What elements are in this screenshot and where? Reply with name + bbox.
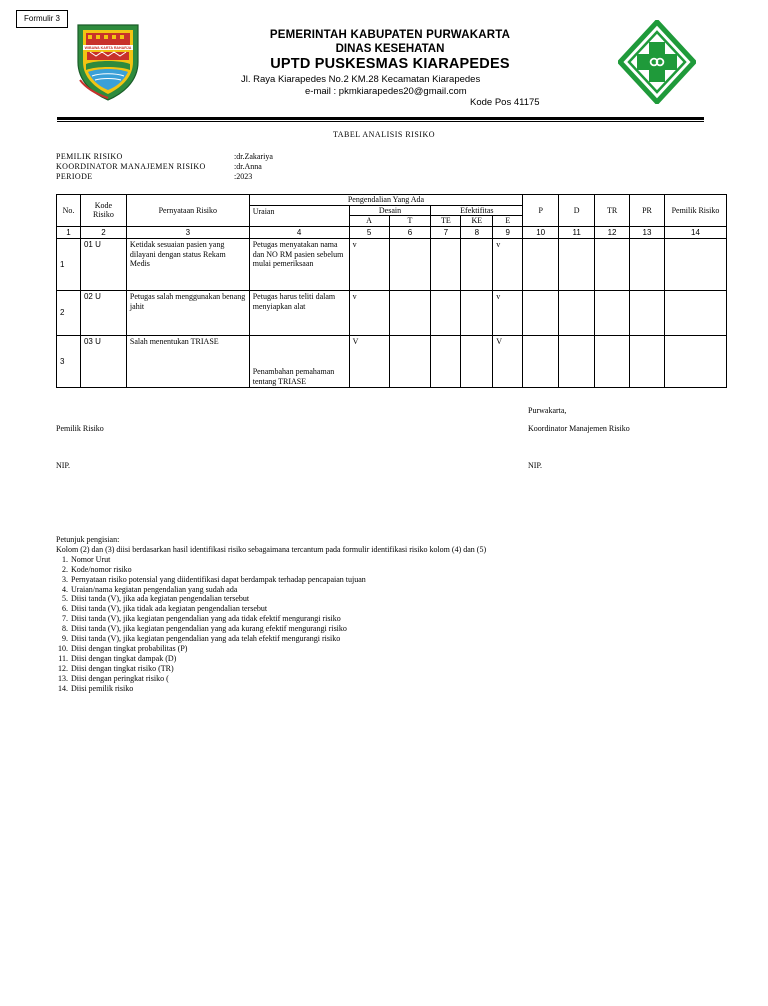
column-number: 3: [126, 226, 249, 239]
letterhead: [230, 28, 550, 73]
letterhead-email: e-mail : pkmkiarapedes20@gmail.com: [305, 86, 467, 97]
purwakarta-emblem-icon: [74, 22, 142, 102]
signature-right-nip: NIP.: [528, 461, 543, 470]
puskesmas-cross-icon: [618, 20, 696, 104]
column-number: 4: [249, 226, 349, 239]
header-divider-thin: [57, 121, 704, 122]
row-pernyataan: Salah menentukan TRIASE: [126, 336, 249, 388]
list-item: 9. Diisi tanda (V), jika kegiatan pengendalian yang ada telah efektif mengurangi risiko: [70, 634, 486, 644]
meta-label: PEMILIK RISIKO: [56, 152, 123, 161]
row-uraian: Petugas harus teliti dalam menyiapkan alat: [249, 291, 349, 336]
row-pemilik: [664, 291, 726, 336]
header-t: T: [389, 216, 431, 227]
row-tr: [595, 291, 630, 336]
formulir-label: Formulir 3: [23, 14, 60, 23]
row-ke: [461, 291, 493, 336]
signature-left-nip: NIP.: [56, 461, 71, 470]
row-a: v: [349, 239, 389, 291]
column-number-row: [57, 226, 727, 239]
header-d: D: [559, 195, 595, 227]
table-header-row: [57, 195, 727, 206]
letterhead-government: PEMERINTAH KABUPATEN PURWAKARTA: [269, 29, 511, 41]
meta-value: :dr.Zakariya: [234, 152, 273, 161]
instructions: [56, 535, 486, 694]
letterhead-postal-code: Kode Pos 41175: [470, 97, 540, 108]
row-pernyataan: Ketidak sesuaian pasien yang dilayani dengan status Rekam Medis: [126, 239, 249, 291]
column-number: 13: [630, 226, 665, 239]
meta-row-owner: [56, 152, 273, 162]
row-kode: 02 U: [80, 291, 126, 336]
column-number: 8: [461, 226, 493, 239]
meta-row-period: [56, 172, 273, 182]
row-p: [523, 291, 559, 336]
column-number: 10: [523, 226, 559, 239]
logo-banner-text: WIBAWA KARTA RAHARJA: [84, 46, 132, 50]
header-e: E: [493, 216, 523, 227]
list-item: 2. Kode/nomor risiko: [70, 565, 486, 575]
header-uraian: Uraian: [249, 205, 349, 226]
list-item: 13. Diisi dengan peringkat risiko (: [70, 674, 486, 684]
risk-analysis-table: [56, 194, 727, 388]
list-item: 10. Diisi dengan tingkat probabilitas (P): [70, 644, 486, 654]
row-pernyataan: Petugas salah menggunakan benang jahit: [126, 291, 249, 336]
letterhead-institution: UPTD PUSKESMAS KIARAPEDES: [270, 56, 510, 72]
row-te: [431, 336, 461, 388]
list-item: 4. Uraian/nama kegiatan pengendalian yang sudah ada: [70, 585, 486, 595]
row-e: V: [493, 336, 523, 388]
column-number: 11: [559, 226, 595, 239]
column-number: 2: [80, 226, 126, 239]
row-ke: [461, 239, 493, 291]
row-pemilik: [664, 239, 726, 291]
list-item: 14. Diisi pemilik risiko: [70, 684, 486, 694]
row-uraian: Petugas menyatakan nama dan NO RM pasien sebelum mulai pemeriksaan: [249, 239, 349, 291]
row-t: [389, 239, 431, 291]
row-pr: [630, 291, 665, 336]
meta-label: PERIODE: [56, 172, 93, 181]
header-divider-thick: [57, 117, 704, 120]
column-number: 5: [349, 226, 389, 239]
row-uraian: Penambahan pemahaman tentang TRIASE: [249, 336, 349, 388]
row-tr: [595, 336, 630, 388]
row-pr: [630, 336, 665, 388]
column-number: 9: [493, 226, 523, 239]
row-e: v: [493, 291, 523, 336]
row-no: 1: [57, 239, 81, 291]
row-t: [389, 291, 431, 336]
column-number: 7: [431, 226, 461, 239]
row-a: V: [349, 336, 389, 388]
header-ke: KE: [461, 216, 493, 227]
row-p: [523, 239, 559, 291]
instructions-title: Petunjuk pengisian:: [56, 535, 120, 544]
column-number: 14: [664, 226, 726, 239]
table-row: [57, 291, 727, 336]
meta-value: :2023: [234, 172, 253, 181]
list-item: 5. Diisi tanda (V), jika ada kegiatan pengendalian tersebut: [70, 594, 486, 604]
row-d: [559, 336, 595, 388]
list-item: 1. Nomor Urut: [70, 555, 486, 565]
row-p: [523, 336, 559, 388]
puskesmas-logo: [618, 20, 696, 104]
row-kode: 01 U: [80, 239, 126, 291]
list-item: 6. Diisi tanda (V), jika tidak ada kegiatan pengendalian tersebut: [70, 604, 486, 614]
column-number: 1: [57, 226, 81, 239]
meta-value: :dr.Anna: [234, 162, 262, 171]
document-meta: [56, 152, 273, 182]
header-no: No.: [57, 195, 81, 227]
header-pernyataan: Pernyataan Risiko: [126, 195, 249, 227]
row-te: [431, 291, 461, 336]
formulir-label-box: [16, 10, 68, 28]
header-tr: TR: [595, 195, 630, 227]
letterhead-address: Jl. Raya Kiarapedes No.2 KM.28 Kecamatan Kiarapedes: [241, 74, 481, 85]
header-efektifitas: Efektifitas: [431, 205, 523, 216]
instructions-list: [70, 555, 486, 694]
list-item: 11. Diisi dengan tingkat dampak (D): [70, 654, 486, 664]
header-kode: Kode Risiko: [80, 195, 126, 227]
list-item: 7. Diisi tanda (V), jika kegiatan pengendalian yang ada tidak efektif mengurangi risiko: [70, 614, 486, 624]
meta-label: KOORDINATOR MANAJEMEN RISIKO: [56, 162, 206, 171]
signature-place: Purwakarta,: [528, 406, 567, 415]
header-pengendalian: Pengendalian Yang Ada: [249, 195, 523, 206]
header-a: A: [349, 216, 389, 227]
header-desain: Desain: [349, 205, 431, 216]
row-tr: [595, 239, 630, 291]
row-te: [431, 239, 461, 291]
purwakarta-emblem-logo: [74, 22, 142, 102]
header-pemilik: Pemilik Risiko: [664, 195, 726, 227]
instructions-intro: Kolom (2) dan (3) diisi berdasarkan hasil identifikasi risiko sebagaimana tercantum pada formulir identifikasi risiko kolom (4) dan (5): [56, 544, 487, 554]
table-row: [57, 239, 727, 291]
column-number: 6: [389, 226, 431, 239]
row-ke: [461, 336, 493, 388]
meta-row-coordinator: [56, 162, 273, 172]
list-item: 8. Diisi tanda (V), jika kegiatan pengendalian yang ada kurang efektif mengurangi risiko: [70, 624, 486, 634]
signature-right-title: Koordinator Manajemen Risiko: [528, 424, 630, 433]
row-d: [559, 239, 595, 291]
letterhead-department: DINAS KESEHATAN: [335, 43, 445, 55]
row-d: [559, 291, 595, 336]
row-e: v: [493, 239, 523, 291]
row-pr: [630, 239, 665, 291]
row-no: 2: [57, 291, 81, 336]
header-p: P: [523, 195, 559, 227]
row-a: v: [349, 291, 389, 336]
document-title: TABEL ANALISIS RISIKO: [332, 130, 435, 139]
row-kode: 03 U: [80, 336, 126, 388]
list-item: 3. Pernyataan risiko potensial yang diidentifikasi dapat berdampak terhadap pencapaian tujuan: [70, 575, 486, 585]
row-no: 3: [57, 336, 81, 388]
row-t: [389, 336, 431, 388]
table-row: [57, 336, 727, 388]
row-pemilik: [664, 336, 726, 388]
column-number: 12: [595, 226, 630, 239]
header-pr: PR: [630, 195, 665, 227]
signature-left-title: Pemilik Risiko: [56, 424, 104, 433]
header-te: TE: [431, 216, 461, 227]
list-item: 12. Diisi dengan tingkat risiko (TR): [70, 664, 486, 674]
